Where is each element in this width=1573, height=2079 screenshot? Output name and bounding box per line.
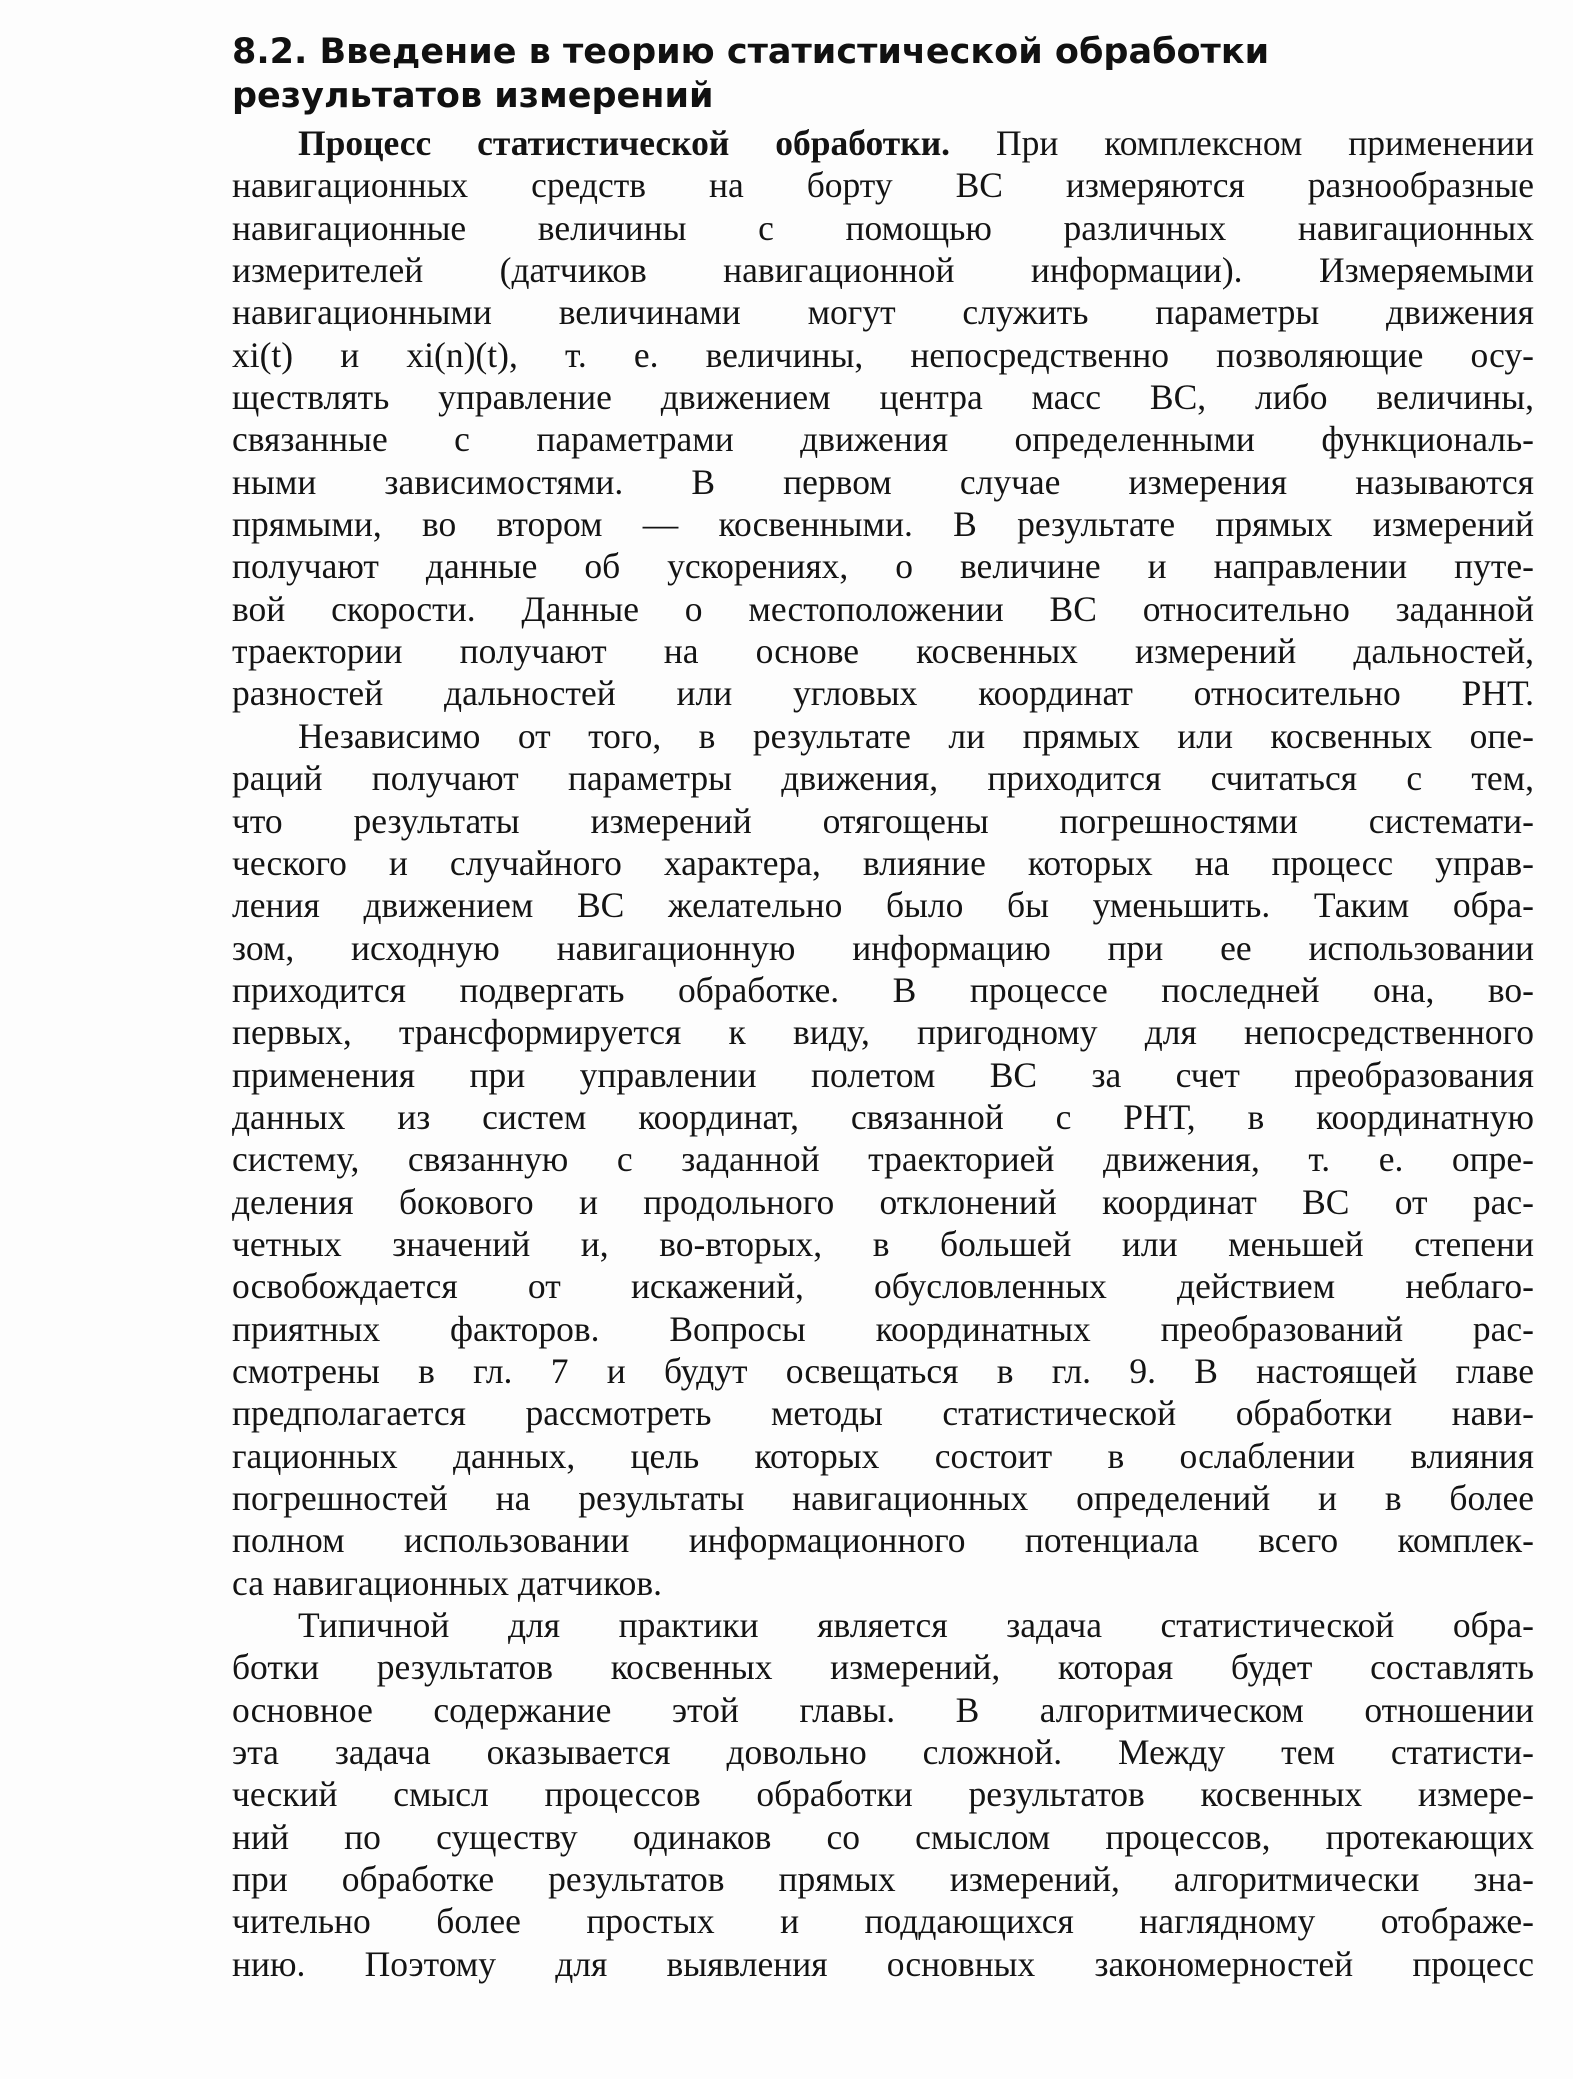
text-line: Типичной для практики является задача статистической обра- xyxy=(298,1605,1534,1646)
text-line: основное содержание этой главы. В алгоритмическом отношении xyxy=(232,1689,1534,1730)
text-line: получают данные об ускорениях, о величине и направлении путе- xyxy=(232,546,1534,587)
text-line: чительно более простых и поддающихся наглядному отображе- xyxy=(232,1901,1534,1942)
text-line: погрешностей на результаты навигационных определений и в более xyxy=(232,1478,1534,1518)
text-line: ботки результатов косвенных измерений, которая будет составлять xyxy=(232,1647,1534,1688)
text-line: прямыми, во втором — косвенными. В результате прямых измерений xyxy=(232,504,1534,545)
text-line: смотрены в гл. 7 и будут освещаться в гл. 9. В настоящей главе xyxy=(232,1350,1534,1391)
text-line: полном использовании информационного потенциала всего комплек- xyxy=(232,1520,1534,1561)
text-line: гационных данных, цель которых состоит в ослаблении влияния xyxy=(232,1435,1534,1476)
section-heading-line-1: 8.2. Введение в теорию статистической обработки xyxy=(232,32,1270,72)
text-line: Независимо от того, в результате ли прямых или косвенных опе- xyxy=(298,715,1534,756)
text-line: измерителей (датчиков навигационной информации). Измеряемыми xyxy=(232,250,1534,291)
paragraph-1 xyxy=(232,122,1534,715)
text-line: при обработке результатов прямых измерений, алгоритмически зна- xyxy=(232,1859,1534,1900)
section-heading xyxy=(232,30,1532,118)
text-line: разностей дальностей или угловых координат относительно РНТ. xyxy=(232,673,1534,714)
text-line: нию. Поэтому для выявления основных закономерностей процесс xyxy=(232,1943,1534,1984)
section-heading-line-2: результатов измерений xyxy=(232,76,714,116)
text-line: систему, связанную с заданной траекторией движения, т. е. опре- xyxy=(232,1139,1534,1180)
paragraph-lead: Процесс статистической обработки. xyxy=(298,123,951,163)
text-line: навигационными величинами могут служить параметры движения xyxy=(232,292,1534,333)
text-line: первых, трансформируется к виду, пригодному для непосредственного xyxy=(232,1012,1534,1053)
text-line: предполагается рассмотреть методы статистической обработки нави- xyxy=(232,1393,1534,1434)
paragraph-2 xyxy=(232,715,1534,1604)
text-line: ний по существу одинаков со смыслом процессов, протекающих xyxy=(232,1816,1534,1857)
text-line: эта задача оказывается довольно сложной. Между тем статисти- xyxy=(232,1732,1534,1773)
text-line: связанные с параметрами движения определенными функциональ- xyxy=(232,419,1534,460)
text-line: приятных факторов. Вопросы координатных преобразований рас- xyxy=(232,1308,1534,1349)
text-line: четных значений и, во-вторых, в большей или меньшей степени xyxy=(232,1223,1534,1264)
text-line: раций получают параметры движения, приходится считаться с тем, xyxy=(232,758,1534,799)
body-text xyxy=(232,122,1534,1985)
text-line: приходится подвергать обработке. В процессе последней она, во- xyxy=(232,969,1534,1010)
text-line: что результаты измерений отягощены погрешностями системати- xyxy=(232,800,1534,841)
text-line: ческий смысл процессов обработки результатов косвенных измере- xyxy=(232,1774,1534,1815)
text-line: xi(t) и xi(n)(t), т. е. величины, непосредственно позволяющие осу- xyxy=(232,334,1534,375)
text-line: ления движением ВС желательно было бы уменьшить. Таким обра- xyxy=(232,885,1534,926)
text-line: са навигационных датчиков. xyxy=(232,1562,662,1603)
text-line: освобождается от искажений, обусловленных действием неблаго- xyxy=(232,1266,1534,1307)
paragraph-3 xyxy=(232,1604,1534,1985)
text-line: деления бокового и продольного отклонений координат ВС от рас- xyxy=(232,1181,1534,1222)
text-line: навигационные величины с помощью различных навигационных xyxy=(232,207,1534,248)
text-line: зом, исходную навигационную информацию при ее использовании xyxy=(232,927,1534,968)
text-line: данных из систем координат, связанной с РНТ, в координатную xyxy=(232,1096,1534,1137)
text-line: вой скорости. Данные о местоположении ВС относительно заданной xyxy=(232,588,1534,629)
text-line: ческого и случайного характера, влияние которых на процесс управ- xyxy=(232,842,1534,883)
text-line: ществлять управление движением центра масс ВС, либо величины, xyxy=(232,377,1534,418)
text-line: применения при управлении полетом ВС за счет преобразования xyxy=(232,1054,1534,1095)
text-line: навигационных средств на борту ВС измеряются разнообразные xyxy=(232,165,1534,206)
text-line: траектории получают на основе косвенных измерений дальностей, xyxy=(232,631,1534,672)
text-line: Процесс статистической обработки. При комплексном применении xyxy=(298,123,1534,163)
text-line: ными зависимостями. В первом случае измерения называются xyxy=(232,461,1534,502)
